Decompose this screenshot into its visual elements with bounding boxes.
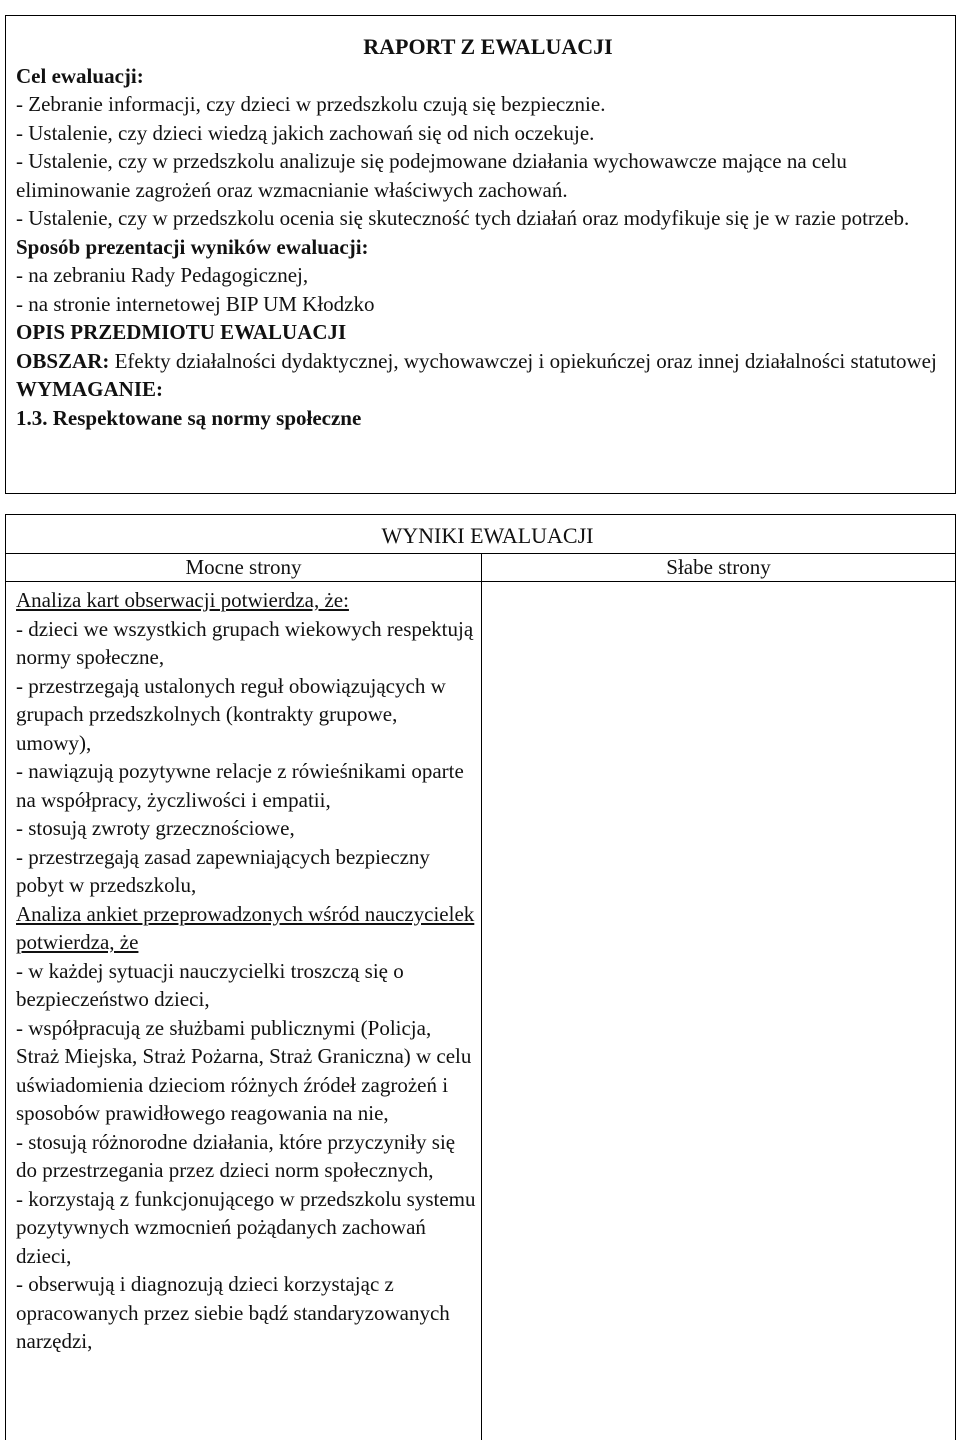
report-header-content	[16, 33, 946, 432]
presentation-item: - na zebraniu Rady Pedagogicznej,	[16, 263, 309, 287]
strong-item: - stosują zwroty grzecznościowe,	[16, 816, 295, 840]
requirement-label: WYMAGANIE:	[16, 377, 163, 401]
strong-item: - przestrzegają zasad zapewniających bezpieczny pobyt w przedszkolu,	[16, 844, 430, 897]
goal-item: - Zebranie informacji, czy dzieci w przedszkolu czują się bezpiecznie.	[16, 92, 606, 116]
strong-points-column	[16, 586, 476, 1356]
strong-item: - obserwują i diagnozują dzieci korzystając z opracowanych przez siebie bądź standaryzowanych narzędzi,	[16, 1272, 450, 1353]
strong-item: - przestrzegają ustalonych reguł obowiązujących w grupach przedszkolnych (kontrakty grupowe, umowy),	[16, 673, 446, 755]
strong-item: - stosują różnorodne działania, które przyczyniły się do przestrzegania przez dzieci norm społecznych,	[16, 1129, 456, 1182]
results-table	[5, 514, 956, 1440]
area-label: OBSZAR:	[16, 348, 110, 373]
goal-item: - Ustalenie, czy w przedszkolu ocenia się skuteczność tych działań oraz modyfikuje się je w razie potrzeb.	[16, 206, 910, 230]
report-title: RAPORT Z EWALUACJI	[363, 34, 613, 59]
strong-item: - nawiązują pozytywne relacje z rówieśnikami oparte na współpracy, życzliwości i empatii,	[16, 759, 464, 812]
results-column-divider	[481, 553, 482, 1440]
strong-intro: Analiza ankiet przeprowadzonych wśród nauczycielek potwierdza, że	[16, 901, 475, 954]
report-header-box	[5, 15, 956, 494]
results-title: WYNIKI EWALUACJI	[381, 523, 594, 548]
presentation-item: - na stronie internetowej BIP UM Kłodzko	[16, 291, 375, 316]
strong-item: - w każdej sytuacji nauczycielki troszczą się o bezpieczeństwo dzieci,	[16, 958, 404, 1011]
strong-points-header: Mocne strony	[185, 555, 302, 579]
weak-points-header: Słabe strony	[666, 555, 771, 579]
strong-intro: Analiza kart obserwacji potwierdza, że:	[16, 588, 349, 612]
requirement-text: 1.3. Respektowane są normy społeczne	[16, 405, 362, 430]
subject-heading: OPIS PRZEDMIOTU EWALUACJI	[16, 320, 347, 344]
presentation-heading: Sposób prezentacji wyników ewaluacji:	[16, 234, 369, 259]
goal-item: - Ustalenie, czy dzieci wiedzą jakich zachowań się od nich oczekuje.	[16, 120, 595, 145]
goal-item: - Ustalenie, czy w przedszkolu analizuje się podejmowane działania wychowawcze mające na celu eliminowanie zagrożeń oraz wzmacnianie właściwych zachowań.	[16, 149, 847, 202]
strong-item: - dzieci we wszystkich grupach wiekowych respektują normy społeczne,	[16, 616, 474, 669]
goal-heading: Cel ewaluacji:	[16, 63, 144, 88]
strong-item: - korzystają z funkcjonującego w przedszkolu systemu pozytywnych wzmocnień pożądanych zachowań dzieci,	[16, 1186, 476, 1268]
strong-item: - współpracują ze służbami publicznymi (Policja, Straż Miejska, Straż Pożarna, Straż Graniczna) w celu uświadomienia dzieciom różnych źródeł zagrożeń i sposobów prawidłowego reagowania na nie,	[16, 1015, 472, 1125]
area-line	[16, 347, 946, 376]
area-text: Efekty działalności dydaktycznej, wychowawczej i opiekuńczej oraz innej działalności statutowej	[109, 348, 937, 373]
